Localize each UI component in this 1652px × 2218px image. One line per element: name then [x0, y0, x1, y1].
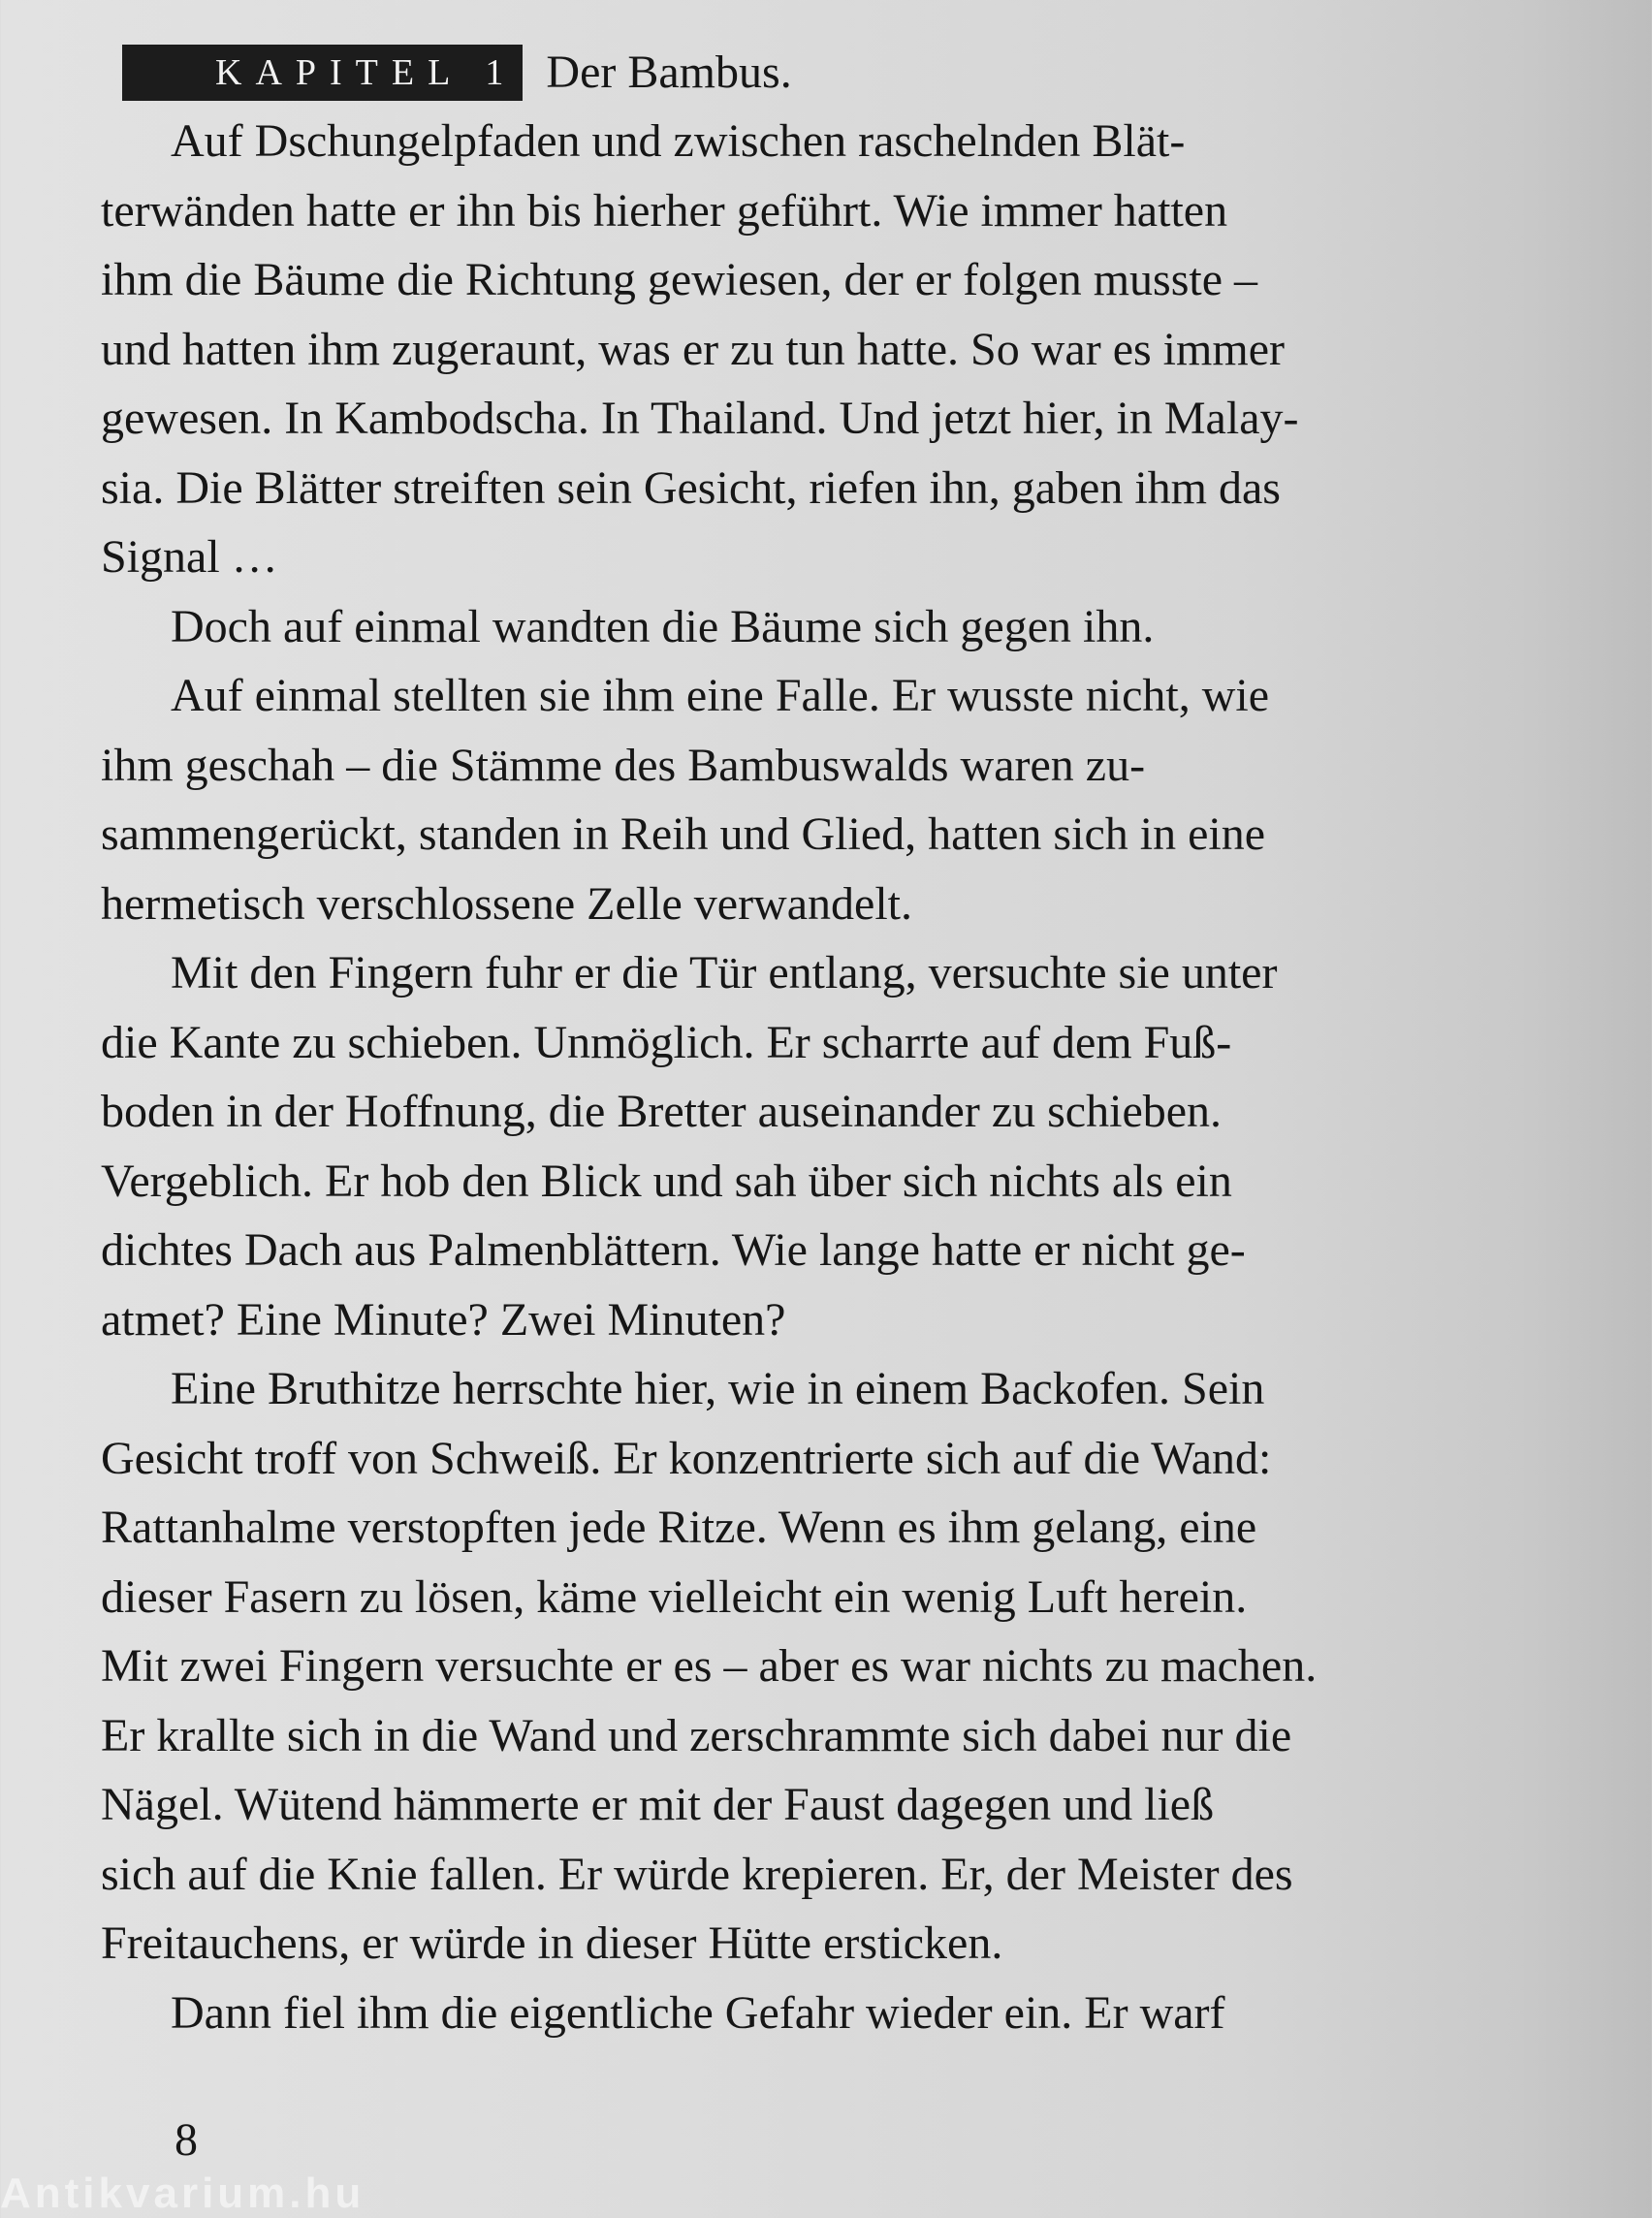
paragraph-3: Auf einmal stellten sie ihm eine Falle. Er wusste nicht, wie ihm geschah – die Stämme des Bambuswalds waren zu- sammengerückt, standen in Reih und Glied, hatten sich in eine hermetisch verschlossene Zelle verwandelt.	[101, 670, 1270, 930]
paragraph-1: Auf Dschungelpfaden und zwischen raschelnden Blät- terwänden hatte er ihn bis hierher geführt. Wie immer hatten ihm die Bäume die Richtung gewiesen, der er folgen musste – und hatten ihm zugeraunt, was er zu tun hatte. So war es immer gewesen. In Kambodscha. In Thailand. Und jetzt hier, in Malay- sia. Die Blätter streiften sein Gesicht, riefen ihn, gaben ihm das Signal …	[101, 115, 1299, 583]
chapter-heading	[122, 39, 1565, 107]
book-page	[101, 39, 1565, 2047]
paragraph-5: Eine Bruthitze herrschte hier, wie in einem Backofen. Sein Gesicht troff von Schweiß. Er konzentrierte sich auf die Wand: Rattanhalme verstopften jede Ritze. Wenn es ihm gelang, eine dieser Fasern zu lösen, käme vielleicht ein wenig Luft herein. Mit zwei Fingern versuchte er es – aber es war nichts zu machen. Er krallte sich in die Wand und zerschrammte sich dabei nur die Nägel. Wütend hämmerte er mit der Faust dagegen und ließ sich auf die Knie fallen. Er würde krepieren. Er, der Meister des Freitauchens, er würde in dieser Hütte ersticken.	[101, 1363, 1318, 1969]
paragraph-4: Mit den Fingern fuhr er die Tür entlang, versuchte sie unter die Kante zu schieben. Unmöglich. Er scharrte auf dem Fuß- boden in der Hoffnung, die Bretter auseinander zu schieben. Vergeblich. Er hob den Blick und sah über sich nichts als ein dichtes Dach aus Palmenblättern. Wie lange hatte er nicht ge- atmet? Eine Minute? Zwei Minuten?	[101, 947, 1278, 1346]
paragraph-2: Doch auf einmal wandten die Bäume sich gegen ihn.	[171, 600, 1155, 652]
chapter-label: KAPITEL 1	[122, 45, 523, 101]
watermark: Antikvarium.hu	[0, 2170, 365, 2217]
page-number: 8	[175, 2114, 198, 2166]
chapter-title: Der Bambus.	[546, 47, 792, 98]
paragraph-6: Dann fiel ihm die eigentliche Gefahr wieder ein. Er warf	[171, 1986, 1225, 2039]
